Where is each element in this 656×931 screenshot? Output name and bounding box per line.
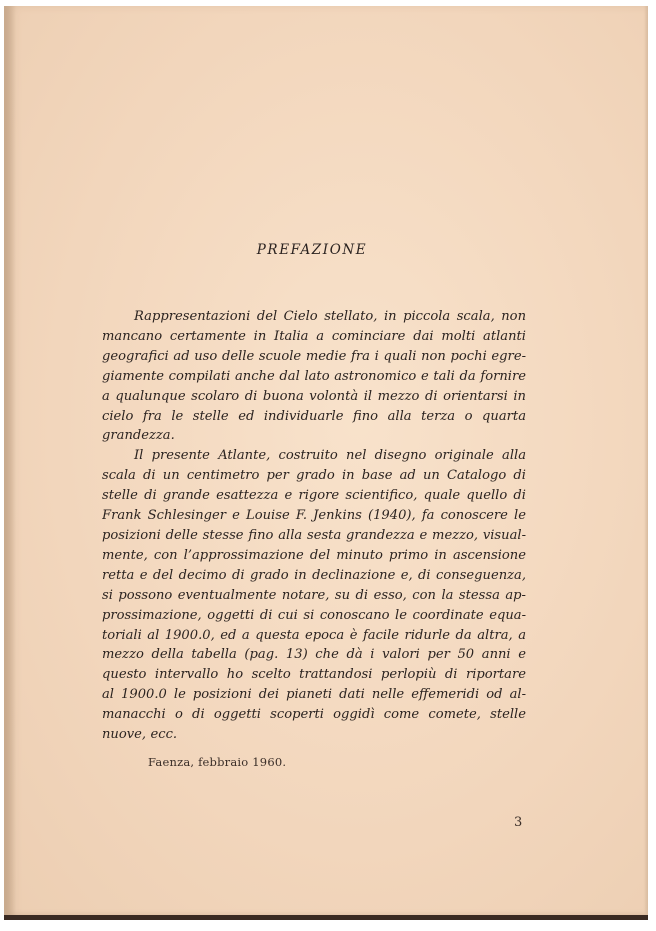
text-line: si possono eventualmente notare, su di esso, con la stessa ap- <box>102 587 526 603</box>
paragraph-2 <box>102 446 526 745</box>
text-line: Frank Schlesinger e Louise F. Jenkins (1940), fa conoscere le <box>102 508 526 524</box>
text-line: a qualunque scolaro di buona volontà il mezzo di orientarsi in <box>102 388 526 404</box>
text-line: grandezza. <box>102 428 175 444</box>
text-line: Rappresentazioni del Cielo stellato, in piccola scala, non <box>134 309 526 324</box>
text-line: questo intervallo ho scelto trattandosi perlopiù di riportare <box>102 667 526 683</box>
text-line: Il presente Atlante, costruito nel disegno originale alla <box>134 448 526 464</box>
signature-date: Faenza, febbraio 1960. <box>148 755 287 769</box>
text-line: mente, con l’approssimazione del minuto primo in ascensione <box>102 547 526 563</box>
text-line: scala di un centimetro per grado in base ad un Catalogo di <box>102 468 526 484</box>
text-line: prossimazione, oggetti di cui si conoscano le coordinate equa- <box>102 607 526 623</box>
page-title: PREFAZIONE <box>256 242 368 258</box>
page-number: 3 <box>514 815 523 830</box>
text-line: cielo fra le stelle ed individuarle fino alla terza o quarta <box>102 408 526 424</box>
paragraph-1 <box>102 307 526 446</box>
text-line: mancano certamente in Italia a cominciare dai molti atlanti <box>102 328 526 344</box>
text-line: al 1900.0 le posizioni dei pianeti dati nelle effemeridi od al- <box>102 687 526 703</box>
book-page <box>4 6 648 920</box>
text-line: geografici ad uso delle scuole medie fra i quali non pochi egre- <box>102 348 526 364</box>
text-line: nuove, ecc. <box>102 727 178 743</box>
page-spine-shadow <box>4 6 16 920</box>
text-line: giamente compilati anche dal lato astronomico e tali da fornire <box>102 368 526 384</box>
text-line: stelle di grande esattezza e rigore scientifico, quale quello di <box>102 488 526 504</box>
page-bottom-edge <box>4 915 648 920</box>
page-right-edge <box>644 6 648 920</box>
text-line: mezzo della tabella (pag. 13) che dà i valori per 50 anni e <box>102 647 526 663</box>
text-line: retta e del decimo di grado in declinazione e, di conseguenza, <box>102 567 526 583</box>
text-line: manacchi o di oggetti scoperti oggidì come comete, stelle <box>102 707 526 723</box>
text-line: toriali al 1900.0, ed a questa epoca è facile ridurle da altra, a <box>102 627 526 643</box>
preface-text <box>102 307 526 745</box>
text-line: posizioni delle stesse fino alla sesta grandezza e mezzo, visual- <box>102 527 526 543</box>
